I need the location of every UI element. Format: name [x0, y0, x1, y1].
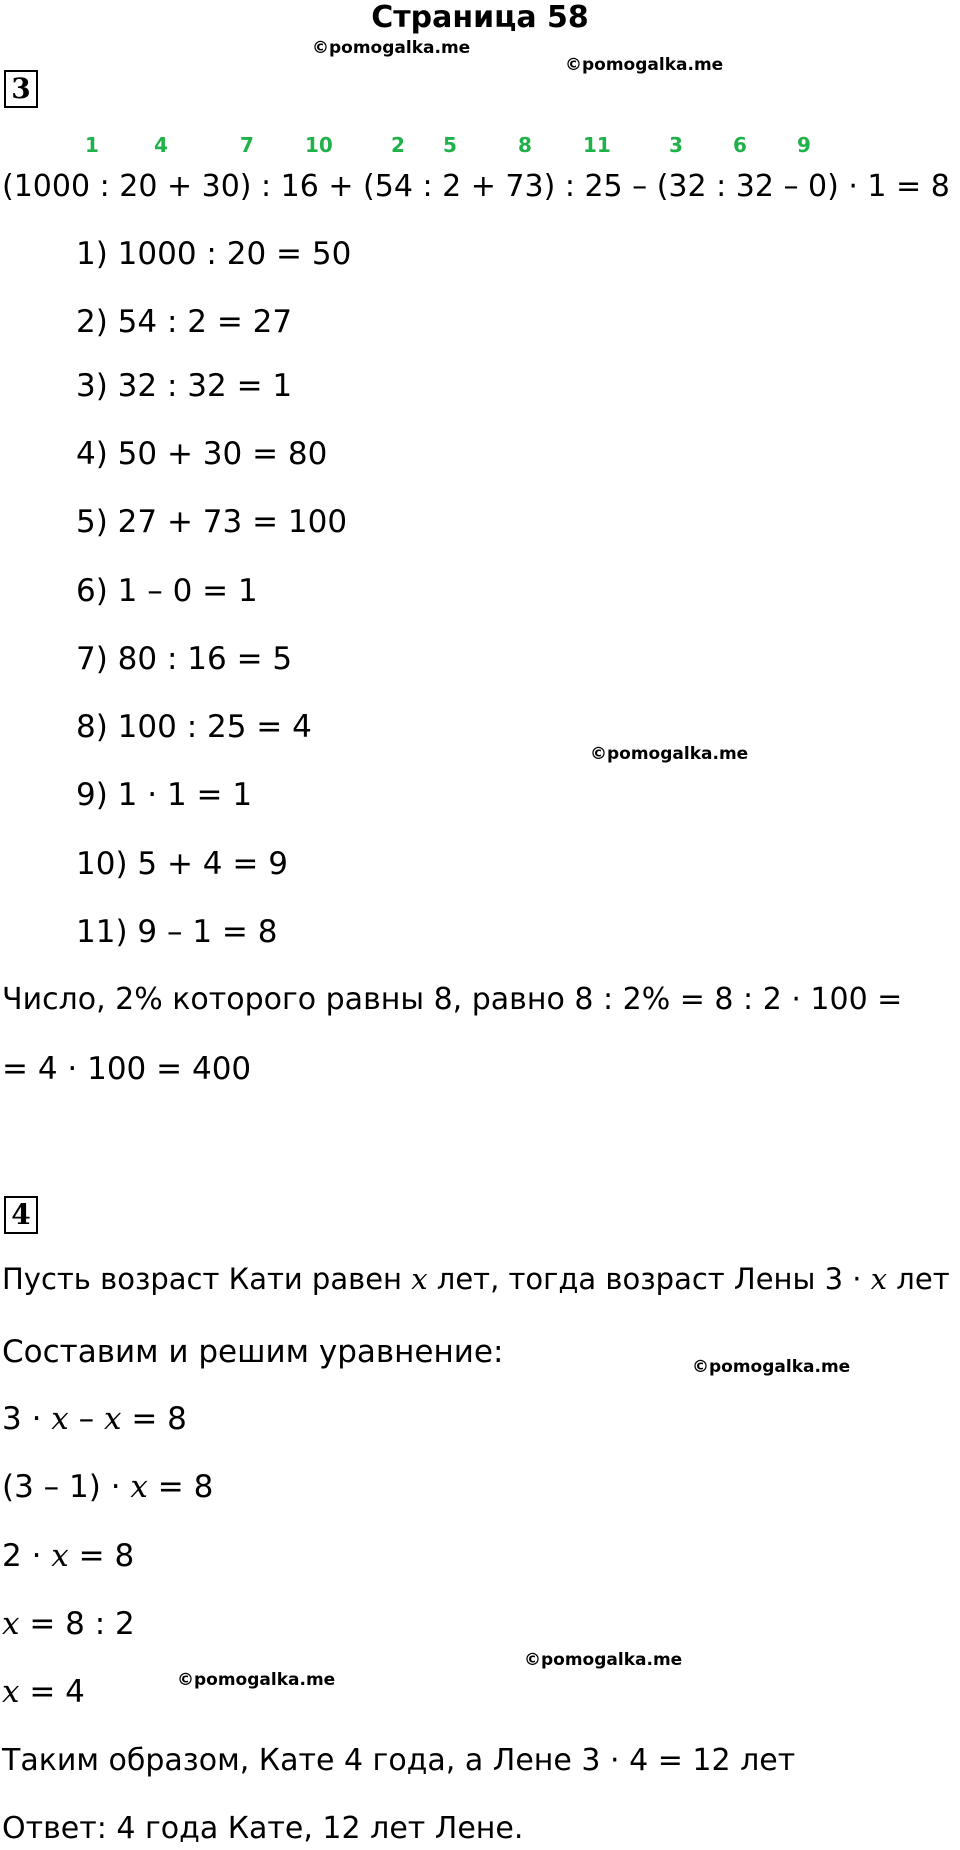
order-mark: 7	[240, 133, 254, 157]
variable-x: x	[104, 1401, 122, 1437]
watermark: ©pomogalka.me	[565, 55, 724, 75]
order-mark: 8	[518, 133, 532, 157]
order-mark: 1	[85, 133, 99, 157]
variable-x: x	[2, 1674, 20, 1710]
expression: (1000 : 20 + 30) : 16 + (54 : 2 + 73) : 25 – (32 : 32 – 0) · 1 = 8	[2, 169, 950, 204]
task-number-box: 3	[4, 70, 38, 108]
step-line: 7) 80 : 16 = 5	[76, 641, 293, 677]
equation-line	[2, 1606, 135, 1642]
step-line: 3) 32 : 32 = 1	[76, 368, 293, 404]
equation-line	[2, 1538, 134, 1574]
equation-part: 2 ·	[2, 1538, 52, 1574]
order-mark: 6	[733, 133, 747, 157]
watermark: ©pomogalka.me	[312, 38, 471, 58]
order-mark: 4	[154, 133, 168, 157]
step-line: 4) 50 + 30 = 80	[76, 436, 328, 472]
variable-x: x	[411, 1262, 428, 1296]
result-line: Таким образом, Кате 4 года, а Лене 3 · 4 = 12 лет	[2, 1743, 796, 1778]
equation-part: = 8 : 2	[19, 1606, 135, 1642]
watermark: ©pomogalka.me	[590, 744, 749, 764]
step-line: 2) 54 : 2 = 27	[76, 304, 293, 340]
order-mark: 9	[797, 133, 811, 157]
step-line: 6) 1 – 0 = 1	[76, 573, 258, 609]
conclusion-result: = 4 · 100 = 400	[2, 1051, 252, 1087]
order-mark: 3	[669, 133, 683, 157]
equation-intro: Составим и решим уравнение:	[2, 1334, 504, 1370]
equation-part: = 8	[121, 1401, 187, 1437]
equation-line	[2, 1674, 85, 1710]
equation-part: = 8	[147, 1469, 214, 1505]
equation-line	[2, 1401, 187, 1437]
task-number-box: 4	[4, 1196, 38, 1234]
order-mark: 5	[443, 133, 457, 157]
order-mark: 11	[583, 133, 611, 157]
watermark: ©pomogalka.me	[524, 1650, 683, 1670]
conclusion-line: Число, 2% которого равны 8, равно 8 : 2% = 8 : 2 · 100 =	[2, 982, 903, 1017]
step-line: 11) 9 – 1 = 8	[76, 914, 278, 950]
equation-part: –	[68, 1401, 104, 1437]
variable-x: x	[870, 1262, 888, 1296]
condition-line	[2, 1262, 950, 1296]
equation-part: = 4	[19, 1674, 85, 1710]
page-title: Страница 58	[371, 0, 589, 35]
order-mark: 2	[391, 133, 405, 157]
watermark: ©pomogalka.me	[692, 1357, 851, 1377]
equation-part: = 8	[68, 1538, 135, 1574]
condition-text: лет, тогда возраст Лены 3 ·	[427, 1262, 871, 1296]
condition-text: лет	[887, 1262, 950, 1296]
equation-part: (3 – 1) ·	[2, 1469, 131, 1505]
step-line: 9) 1 · 1 = 1	[76, 777, 253, 813]
equation-part: 3 ·	[2, 1401, 52, 1437]
step-line: 5) 27 + 73 = 100	[76, 504, 348, 540]
variable-x: x	[51, 1401, 69, 1437]
condition-text: Пусть возраст Кати равен	[2, 1262, 412, 1296]
watermark: ©pomogalka.me	[177, 1670, 336, 1690]
equation-line	[2, 1469, 213, 1505]
order-mark: 10	[305, 133, 333, 157]
variable-x: x	[2, 1606, 20, 1642]
answer-line: Ответ: 4 года Кате, 12 лет Лене.	[2, 1811, 524, 1846]
step-line: 1) 1000 : 20 = 50	[76, 236, 352, 272]
step-line: 10) 5 + 4 = 9	[76, 846, 288, 882]
step-line: 8) 100 : 25 = 4	[76, 709, 312, 745]
variable-x: x	[130, 1469, 148, 1505]
variable-x: x	[51, 1538, 69, 1574]
